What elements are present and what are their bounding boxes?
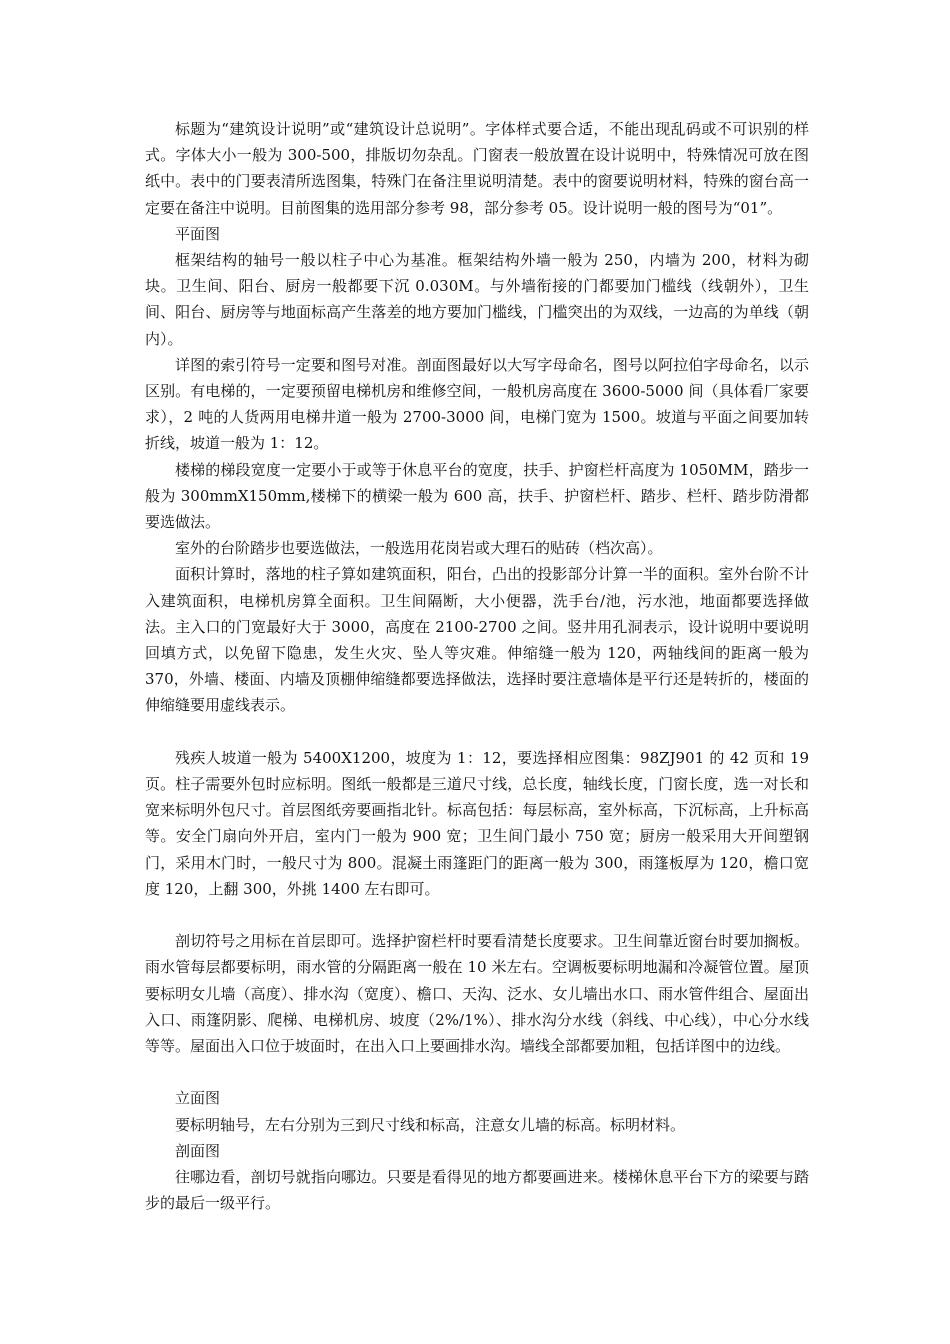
blank-line xyxy=(145,902,809,928)
plan-heading: 平面图 xyxy=(175,224,221,243)
section-heading: 剖面图 xyxy=(175,1141,221,1160)
blank-line xyxy=(145,1059,809,1085)
plan-paragraph-stairs: 楼梯的梯段宽度一定要小于或等于休息平台的宽度，扶手、护窗栏杆高度为 1050MM，踏步一般为 300mmX150mm,楼梯下的横梁一般为 600 高，扶手、护窗栏杆、踏步、栏杆、踏步防滑都要选做法。 xyxy=(145,460,809,532)
plan-paragraph-axis: 框架结构的轴号一般以柱子中心为基准。框架结构外墙一般为 250，内墙为 200，材料为砌块。卫生间、阳台、厨房一般都要下沉 0.030M。与外墙衔接的门都要加门槛线（线朝外），卫生间、阳台、厨房等与地面标高产生落差的地方要加门槛线，门槛突出的为双线，一边高的为单线（朝内）。 xyxy=(145,251,809,348)
document-page xyxy=(145,116,809,1216)
plan-paragraph-area: 面积计算时，落地的柱子算如建筑面积，阳台，凸出的投影部分计算一半的面积。室外台阶不计入建筑面积，电梯机房算全面积。卫生间隔断，大小便器，洗手台/池，污水池，地面都要选择做法。主入口的门宽最好大于 3000，高度在 2100-2700 之间。竖井用孔洞表示，设计说明中要说明回填方式，以免留下隐患，发生火灾、坠人等灾难。伸缩缝一般为 120，两轴线间的距离一般为 370，外墙、楼面、内墙及顶棚伸缩缝都要选择做法，选择时要注意墙体是平行还是转折的，楼面的伸缩缝要用虚线表示。 xyxy=(145,565,809,715)
section-paragraph: 往哪边看，剖切号就指向哪边。只要是看得见的地方都要画进来。楼梯休息平台下方的梁要与踏步的最后一级平行。 xyxy=(145,1168,809,1213)
plan-paragraph-index: 详图的索引符号一定要和图号对准。剖面图最好以大写字母命名，图号以阿拉伯字母命名，以示区别。有电梯的，一定要预留电梯机房和维修空间，一般机房高度在 3600-5000 间（具体看厂家要求），2 吨的人货两用电梯井道一般为 2700-3000 间，电梯门宽为 1500。坡道与平面之间要加转折线，坡道一般为 1：12。 xyxy=(145,355,809,453)
plan-paragraph-ramp: 残疾人坡道一般为 5400X1200，坡度为 1：12，要选择相应图集：98ZJ901 的 42 页和 19 页。柱子需要外包时应标明。图纸一般都是三道尺寸线，总长度，轴线长度，门窗长度，选一对长和宽来标明外包尺寸。首层图纸旁要画指北针。标高包括：每层标高，室外标高，下沉标高，上升标高等。安全门扇向外开启，室内门一般为 900 宽；卫生间门最小 750 宽；厨房一般采用大开间塑钢门，采用木门时，一般尺寸为 800。混凝土雨篷距门的距离一般为 300，雨篷板厚为 120，檐口宽度 120，上翻 300，外挑 1400 左右即可。 xyxy=(145,748,809,898)
plan-paragraph-section-symbol: 剖切符号之用标在首层即可。选择护窗栏杆时要看清楚长度要求。卫生间靠近窗台时要加搁板。雨水管每层都要标明，雨水管的分隔距离一般在 10 米左右。空调板要标明地漏和冷凝管位置。屋顶要标明女儿墙（高度）、排水沟（宽度）、檐口、天沟、泛水、女儿墙出水口、雨水管件组合、屋面出入口、雨篷阴影、爬梯、电梯机房、坡度（2%/1%）、排水沟分水线（斜线、中心线），中心分水线等等。屋面出入口位于坡面时，在出入口上要画排水沟。墙线全部都要加粗，包括详图中的边线。 xyxy=(145,932,809,1056)
elevation-heading: 立面图 xyxy=(175,1089,221,1108)
plan-paragraph-steps: 室外的台阶踏步也要选做法，一般选用花岗岩或大理石的贴砖（档次高）。 xyxy=(175,539,663,558)
intro-paragraph: 标题为“建筑设计说明”或“建筑设计总说明”。字体样式要合适，不能出现乱码或不可识别的样式。字体大小一般为 300-500，排版切勿杂乱。门窗表一般放置在设计说明中，特殊情况可放在图纸中。表中的门要表清所选图集，特殊门在备注里说明清楚。表中的窗要说明材料，特殊的窗台高一定要在备注中说明。目前图集的选用部分参考 98，部分参考 05。设计说明一般的图号为“01”。 xyxy=(145,120,809,217)
blank-line xyxy=(145,719,809,745)
elevation-paragraph: 要标明轴号，左右分别为三到尺寸线和标高，注意女儿墙的标高。标明材料。 xyxy=(175,1115,686,1134)
